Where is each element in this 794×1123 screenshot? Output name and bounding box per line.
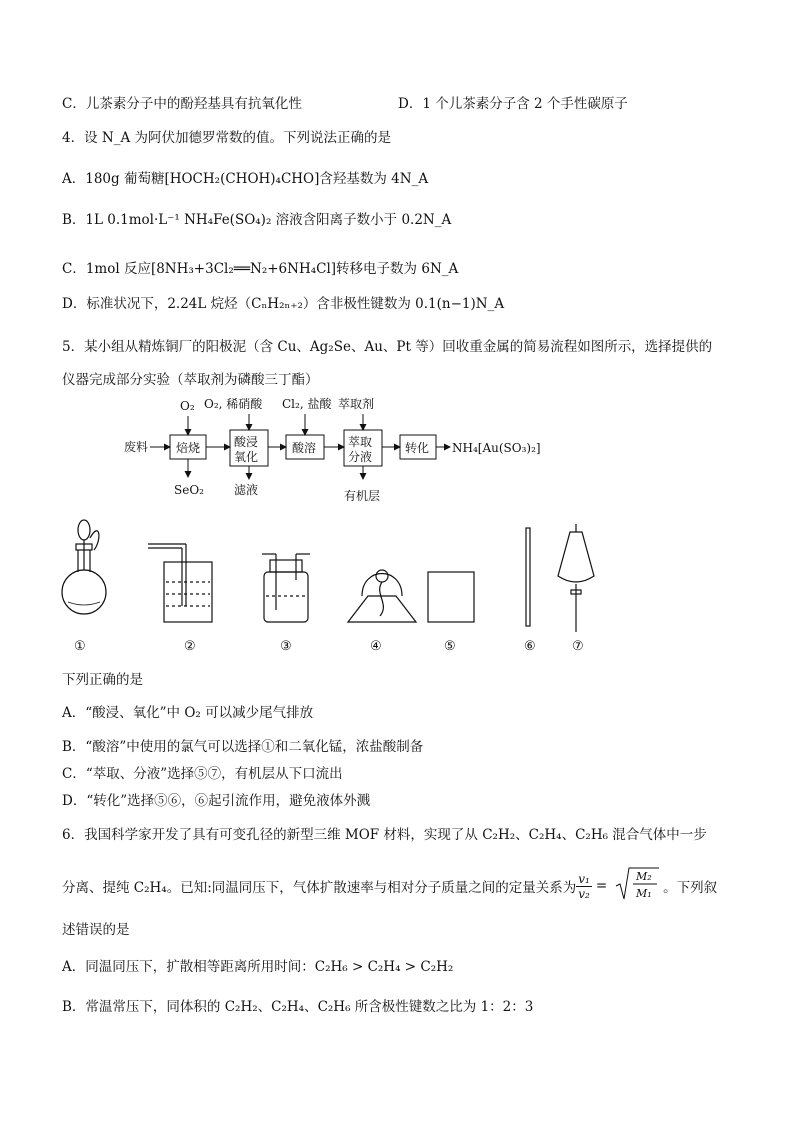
q3-option-c: C．儿茶素分子中的酚羟基具有抗氧化性 (62, 96, 302, 112)
flow-reagent-2: O₂, 稀硝酸 (204, 397, 263, 411)
q6-m1: M₁ (636, 887, 652, 900)
q6-stem-line3: 述错误的是 (62, 922, 130, 938)
flow-step-4a: 萃取 (348, 435, 373, 449)
q6-option-b: B．常温常压下，同体积的 C₂H₂、C₂H₄、C₂H₆ 所含极性键数之比为 1：2：3 (62, 999, 534, 1015)
q6-v2: v₂ (578, 886, 590, 901)
flow-step-1: 焙烧 (176, 441, 201, 455)
apparatus-label-1: ① (74, 639, 86, 654)
q6-m2: M₂ (636, 870, 652, 883)
q4-option-b: B．1L 0.1mol·L⁻¹ NH₄Fe(SO₄)₂ 溶液含阳离子数小于 0.2N_A (62, 212, 452, 228)
apparatus-3-wash-bottle (262, 554, 310, 622)
q4-option-a: A．180g 葡萄糖[HOCH₂(CHOH)₄CHO]含羟基数为 4N_A (62, 171, 429, 187)
flow-reagent-4: 萃取剂 (338, 397, 375, 411)
apparatus-label-5: ⑤ (444, 639, 456, 654)
q5-option-a: A．“酸浸、氧化”中 O₂ 可以减少尾气排放 (62, 705, 314, 721)
flow-byproduct-1: SeO₂ (174, 483, 204, 497)
q3-option-d: D．1 个儿茶素分子含 2 个手性碳原子 (398, 96, 628, 112)
apparatus-4-lamp (348, 570, 416, 622)
q5-option-d: D．“转化”选择⑤⑥，⑥起引流作用，避免液体外溅 (62, 793, 371, 809)
flow-step-3: 酸溶 (292, 441, 317, 455)
sqrt-sign-icon (615, 866, 659, 902)
q6-stem-line2-post: 。下列叙 (663, 880, 718, 896)
q5-option-b: B．“酸溶”中使用的氯气可以选择①和二氧化锰，浓盐酸制备 (62, 739, 424, 755)
apparatus-1-flask-funnel (62, 520, 106, 614)
apparatus-label-2: ② (184, 639, 196, 654)
q6-stem-line2-pre: 分离、提纯 C₂H₄。已知:同温同压下，气体扩散速率与相对分子质量之间的定量关系为 (62, 880, 577, 896)
q6-stem-line1: 6．我国科学家开发了具有可变孔径的新型三维 MOF 材料，实现了从 C₂H₂、C₂H₄、C₂H₆ 混合气体中一步 (62, 827, 707, 843)
q6-sqrt (615, 866, 659, 906)
flow-byproduct-2: 滤液 (234, 483, 259, 497)
q5-apparatus-row (56, 510, 616, 660)
apparatus-6-glass-rod (526, 528, 530, 626)
apparatus-label-3: ③ (280, 639, 292, 654)
q4-stem: 4．设 N_A 为阿伏加德罗常数的值。下列说法正确的是 (62, 130, 391, 146)
q6-v1: v₁ (578, 871, 590, 886)
q5-stem-line1: 5．某小组从精炼铜厂的阳极泥（含 Cu、Ag₂Se、Au、Pt 等）回收重金属的简易流程如图所示，选择提供的 (62, 339, 713, 355)
flow-step-2a: 酸浸 (234, 435, 259, 449)
flow-reagent-1: O₂ (180, 399, 195, 413)
apparatus-5-beaker (428, 572, 474, 622)
apparatus-2-beaker-tube (148, 544, 212, 622)
flow-step-2b: 氧化 (234, 450, 259, 464)
q6-stem-line2: 分离、提纯 C₂H₄。已知:同温同压下，气体扩散速率与相对分子质量之间的定量关系为 $\frac{\text{v₁}}{\text{v₂}}$ = M₂ M₁ 。下列叙 (62, 866, 717, 906)
flow-reagent-3: Cl₂, 盐酸 (282, 397, 332, 411)
q6-rate-fraction (576, 872, 592, 901)
q4-option-c: C．1mol 反应[8NH₃+3Cl₂══N₂+6NH₄Cl]转移电子数为 6N_A (62, 261, 459, 277)
flow-product: NH₄[Au(SO₃)₂] (452, 441, 541, 455)
flow-byproduct-3: 有机层 (344, 489, 381, 503)
q5-option-c: C．“萃取、分液”选择⑤⑦，有机层从下口流出 (62, 766, 343, 782)
q5-flow-diagram (118, 394, 568, 506)
flow-step-4b: 分液 (348, 450, 373, 464)
flow-step-5: 转化 (405, 441, 430, 455)
q4-option-d: D．标准状况下，2.24L 烷烃（CₙH₂ₙ₊₂）含非极性键数为 0.1(n−1)N_A (62, 296, 505, 312)
apparatus-7-separatory-funnel (558, 524, 594, 632)
q5-stem-line2: 仪器完成部分实验（萃取剂为磷酸三丁酯） (62, 372, 319, 388)
q5-prompt: 下列正确的是 (62, 672, 143, 688)
q6-option-a: A．同温同压下，扩散相等距离所用时间：C₂H₆ > C₂H₄ > C₂H₂ (62, 959, 454, 975)
apparatus-label-6: ⑥ (524, 639, 536, 654)
apparatus-label-4: ④ (370, 639, 382, 654)
apparatus-label-7: ⑦ (572, 639, 584, 654)
flow-input: 废料 (124, 440, 149, 454)
